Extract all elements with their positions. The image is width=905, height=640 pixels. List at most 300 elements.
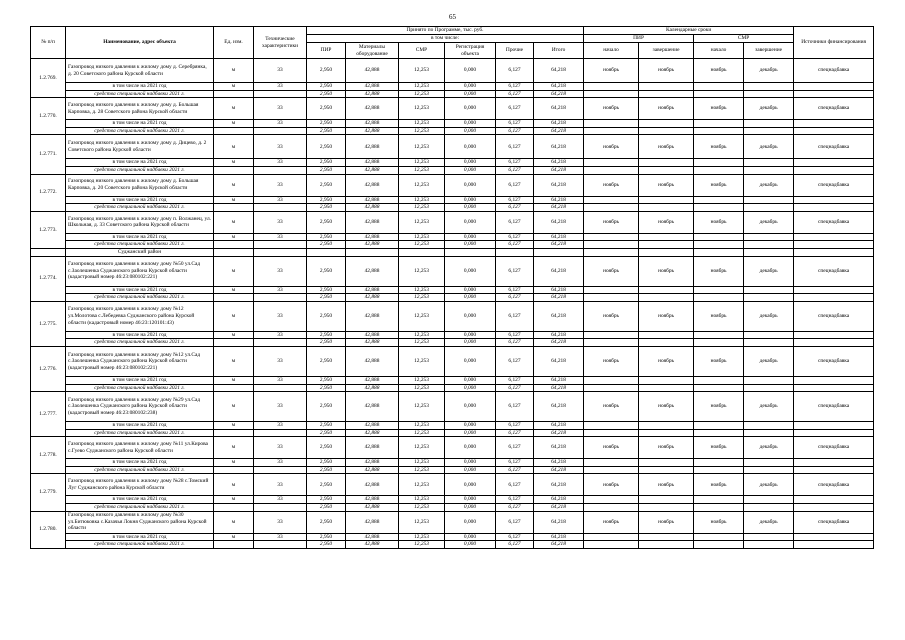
- registration-cell: 0,000: [445, 256, 496, 286]
- empty-cell: [794, 120, 874, 128]
- empty-cell: [744, 504, 794, 512]
- smr-cell: 12,253: [399, 422, 445, 430]
- smr-cell: 12,253: [399, 541, 445, 549]
- special-allowance-row: [31, 127, 874, 135]
- materials-cell: 42,888: [346, 90, 399, 98]
- tech-cell: 33: [254, 256, 307, 286]
- unit-cell: [214, 204, 254, 212]
- col-smr: СМР: [399, 43, 445, 59]
- special-allowance-row: [31, 90, 874, 98]
- special-row-label: средства специальной надбавки 2021 г.: [66, 429, 214, 437]
- smr-cell: 12,253: [399, 204, 445, 212]
- registration-cell: 0,000: [445, 90, 496, 98]
- special-allowance-row: [31, 429, 874, 437]
- empty-cell: [794, 429, 874, 437]
- empty-cell: [744, 90, 794, 98]
- empty-cell: [694, 90, 744, 98]
- total-cell: 64,218: [534, 429, 584, 437]
- funding-cell: спецнадбавка: [794, 474, 874, 496]
- empty-cell: [584, 294, 639, 302]
- other-cell: 6,127: [496, 233, 534, 241]
- object-row: [31, 474, 874, 496]
- col-incl: в том числе:: [307, 35, 584, 43]
- empty-cell: [639, 196, 694, 204]
- object-number: 1.2.773.: [31, 211, 66, 248]
- smr-cell: 12,253: [399, 301, 445, 331]
- materials-cell: 42,888: [346, 339, 399, 347]
- unit-cell: м: [214, 83, 254, 91]
- smr-end-cell: декабрь: [744, 474, 794, 496]
- empty-cell: [584, 459, 639, 467]
- other-cell: 6,127: [496, 120, 534, 128]
- unit-cell: [214, 241, 254, 249]
- pir-end-cell: ноябрь: [639, 346, 694, 376]
- empty-cell: [584, 496, 639, 504]
- registration-cell: 0,000: [445, 392, 496, 422]
- registration-cell: 0,000: [445, 496, 496, 504]
- total-cell: 64,218: [534, 496, 584, 504]
- materials-cell: 42,888: [346, 159, 399, 167]
- pir-cell: 2,950: [307, 241, 346, 249]
- empty-cell: [694, 496, 744, 504]
- empty-cell: [694, 339, 744, 347]
- registration-cell: 0,000: [445, 196, 496, 204]
- funding-cell: спецнадбавка: [794, 392, 874, 422]
- tech-cell: 33: [254, 437, 307, 459]
- unit-cell: [214, 90, 254, 98]
- pir-start-cell: ноябрь: [584, 437, 639, 459]
- total-cell: 64,218: [534, 83, 584, 91]
- empty-cell: [744, 339, 794, 347]
- table-header: [31, 27, 874, 59]
- other-cell: 6,127: [496, 384, 534, 392]
- other-cell: 6,127: [496, 466, 534, 474]
- registration-cell: 0,000: [445, 241, 496, 249]
- pir-cell: 2,950: [307, 392, 346, 422]
- special-row-label: средства специальной надбавки 2021 г.: [66, 466, 214, 474]
- other-cell: 6,127: [496, 135, 534, 159]
- total-cell: 64,218: [534, 233, 584, 241]
- pir-end-cell: ноябрь: [639, 392, 694, 422]
- registration-cell: 0,000: [445, 59, 496, 83]
- empty-cell: [794, 496, 874, 504]
- object-row: [31, 392, 874, 422]
- object-number: 1.2.777.: [31, 392, 66, 437]
- year-2021-row: [31, 331, 874, 339]
- empty-cell: [639, 90, 694, 98]
- funding-cell: спецнадбавка: [794, 174, 874, 196]
- pir-cell: 2,950: [307, 90, 346, 98]
- empty-cell: [794, 466, 874, 474]
- object-row: [31, 98, 874, 120]
- object-name: Газопровод низкого давления к жилому дому д. Дицево, д. 2 Советского района Курской области: [66, 135, 214, 159]
- empty-cell: [694, 166, 744, 174]
- col-cost-group: Принято по Программе, тыс. руб.: [307, 27, 584, 35]
- special-row-label: средства специальной надбавки 2021 г.: [66, 504, 214, 512]
- pir-cell: 2,950: [307, 301, 346, 331]
- empty-cell: [744, 286, 794, 294]
- section-empty-cell: [584, 248, 639, 256]
- object-name: Газопровод низкого давления к жилому дому д. Большая Карповка, д. 28 Советского района Курской области: [66, 98, 214, 120]
- total-cell: 64,218: [534, 541, 584, 549]
- unit-cell: м: [214, 286, 254, 294]
- special-row-label: средства специальной надбавки 2021 г.: [66, 204, 214, 212]
- special-allowance-row: [31, 466, 874, 474]
- smr-start-cell: ноябрь: [694, 98, 744, 120]
- col-smr-end: завершение: [744, 43, 794, 59]
- total-cell: 64,218: [534, 422, 584, 430]
- pir-end-cell: ноябрь: [639, 98, 694, 120]
- materials-cell: 42,888: [346, 286, 399, 294]
- year-row-label: в том числе на 2021 год: [66, 83, 214, 91]
- registration-cell: 0,000: [445, 459, 496, 467]
- smr-cell: 12,253: [399, 59, 445, 83]
- empty-cell: [744, 233, 794, 241]
- tech-cell: [254, 127, 307, 135]
- total-cell: 64,218: [534, 127, 584, 135]
- funding-cell: спецнадбавка: [794, 511, 874, 533]
- special-allowance-row: [31, 294, 874, 302]
- unit-cell: [214, 294, 254, 302]
- pir-end-cell: ноябрь: [639, 437, 694, 459]
- total-cell: 64,218: [534, 474, 584, 496]
- total-cell: 64,218: [534, 339, 584, 347]
- registration-cell: 0,000: [445, 159, 496, 167]
- section-empty-cell: [399, 248, 445, 256]
- materials-cell: 42,888: [346, 174, 399, 196]
- tech-cell: 33: [254, 376, 307, 384]
- smr-start-cell: ноябрь: [694, 174, 744, 196]
- unit-cell: м: [214, 196, 254, 204]
- pir-cell: 2,950: [307, 211, 346, 233]
- smr-cell: 12,253: [399, 120, 445, 128]
- special-row-label: средства специальной надбавки 2021 г.: [66, 384, 214, 392]
- tech-cell: 33: [254, 286, 307, 294]
- smr-cell: 12,253: [399, 384, 445, 392]
- other-cell: 6,127: [496, 437, 534, 459]
- empty-cell: [694, 204, 744, 212]
- tech-cell: 33: [254, 474, 307, 496]
- tech-cell: [254, 504, 307, 512]
- smr-end-cell: декабрь: [744, 98, 794, 120]
- section-empty-cell: [794, 248, 874, 256]
- materials-cell: 42,888: [346, 135, 399, 159]
- materials-cell: 42,888: [346, 59, 399, 83]
- unit-cell: м: [214, 174, 254, 196]
- smr-end-cell: декабрь: [744, 256, 794, 286]
- total-cell: 64,218: [534, 437, 584, 459]
- registration-cell: 0,000: [445, 204, 496, 212]
- tech-cell: [254, 241, 307, 249]
- special-allowance-row: [31, 504, 874, 512]
- registration-cell: 0,000: [445, 474, 496, 496]
- smr-cell: 12,253: [399, 474, 445, 496]
- tech-cell: 33: [254, 496, 307, 504]
- registration-cell: 0,000: [445, 504, 496, 512]
- smr-start-cell: ноябрь: [694, 256, 744, 286]
- special-allowance-row: [31, 241, 874, 249]
- tech-cell: 33: [254, 98, 307, 120]
- smr-cell: 12,253: [399, 211, 445, 233]
- section-empty-cell: [214, 248, 254, 256]
- registration-cell: 0,000: [445, 301, 496, 331]
- registration-cell: 0,000: [445, 384, 496, 392]
- total-cell: 64,218: [534, 511, 584, 533]
- total-cell: 64,218: [534, 331, 584, 339]
- empty-cell: [639, 120, 694, 128]
- special-row-label: средства специальной надбавки 2021 г.: [66, 339, 214, 347]
- empty-cell: [744, 459, 794, 467]
- materials-cell: 42,888: [346, 256, 399, 286]
- unit-cell: [214, 384, 254, 392]
- empty-cell: [744, 83, 794, 91]
- unit-cell: м: [214, 120, 254, 128]
- total-cell: 64,218: [534, 159, 584, 167]
- empty-cell: [794, 166, 874, 174]
- total-cell: 64,218: [534, 459, 584, 467]
- object-row: [31, 211, 874, 233]
- col-pir-start: начало: [584, 43, 639, 59]
- empty-cell: [794, 459, 874, 467]
- unit-cell: м: [214, 533, 254, 541]
- tech-cell: 33: [254, 83, 307, 91]
- total-cell: 64,218: [534, 384, 584, 392]
- tech-cell: 33: [254, 196, 307, 204]
- unit-cell: м: [214, 256, 254, 286]
- empty-cell: [584, 83, 639, 91]
- funding-cell: спецнадбавка: [794, 301, 874, 331]
- object-name: Газопровод низкого давления к жилому дому №29 ул.Сад с.Заолешенка Суджанского района Курской области (кадастровый номер 46:23:080102:238): [66, 392, 214, 422]
- smr-end-cell: декабрь: [744, 135, 794, 159]
- unit-cell: м: [214, 59, 254, 83]
- pir-cell: 2,950: [307, 474, 346, 496]
- materials-cell: 42,888: [346, 466, 399, 474]
- pir-cell: 2,950: [307, 98, 346, 120]
- section-empty-cell: [445, 248, 496, 256]
- unit-cell: м: [214, 422, 254, 430]
- smr-cell: 12,253: [399, 233, 445, 241]
- empty-cell: [794, 83, 874, 91]
- pir-cell: 2,950: [307, 120, 346, 128]
- pir-start-cell: ноябрь: [584, 211, 639, 233]
- empty-cell: [639, 331, 694, 339]
- materials-cell: 42,888: [346, 474, 399, 496]
- object-number: 1.2.769.: [31, 59, 66, 98]
- unit-cell: м: [214, 301, 254, 331]
- other-cell: 6,127: [496, 83, 534, 91]
- other-cell: 6,127: [496, 504, 534, 512]
- special-row-label: средства специальной надбавки 2021 г.: [66, 241, 214, 249]
- object-name: Газопровод низкого давления к жилому дому №28 с.Томский Луг Суджанского района Курской области: [66, 474, 214, 496]
- pir-start-cell: ноябрь: [584, 392, 639, 422]
- empty-cell: [584, 127, 639, 135]
- object-name: Газопровод низкого давления к жилому дому №50 ул.Сад с.Заолешенка Суджанского района Курской области (кадастровый номер 46:23:080102:221): [66, 256, 214, 286]
- empty-cell: [794, 241, 874, 249]
- total-cell: 64,218: [534, 533, 584, 541]
- other-cell: 6,127: [496, 211, 534, 233]
- special-allowance-row: [31, 166, 874, 174]
- empty-cell: [694, 159, 744, 167]
- empty-cell: [694, 376, 744, 384]
- pir-cell: 2,950: [307, 174, 346, 196]
- year-row-label: в том числе на 2021 год: [66, 331, 214, 339]
- tech-cell: 33: [254, 174, 307, 196]
- pir-cell: 2,950: [307, 422, 346, 430]
- object-name: Газопровод низкого давления к жилому дому №30 ул.Битюковка с.Казачья Локня Суджанского района Курской области: [66, 511, 214, 533]
- object-row: [31, 437, 874, 459]
- empty-cell: [694, 127, 744, 135]
- tech-cell: [254, 294, 307, 302]
- col-unit: Ед. изм.: [214, 27, 254, 59]
- col-smr-start: начало: [694, 43, 744, 59]
- section-empty-cell: [534, 248, 584, 256]
- pir-cell: 2,950: [307, 135, 346, 159]
- year-row-label: в том числе на 2021 год: [66, 459, 214, 467]
- pir-start-cell: ноябрь: [584, 474, 639, 496]
- other-cell: 6,127: [496, 541, 534, 549]
- tech-cell: [254, 204, 307, 212]
- special-allowance-row: [31, 541, 874, 549]
- smr-cell: 12,253: [399, 127, 445, 135]
- year-row-label: в том числе на 2021 год: [66, 120, 214, 128]
- pir-end-cell: ноябрь: [639, 59, 694, 83]
- empty-cell: [639, 241, 694, 249]
- year-row-label: в том числе на 2021 год: [66, 233, 214, 241]
- year-row-label: в том числе на 2021 год: [66, 196, 214, 204]
- other-cell: 6,127: [496, 422, 534, 430]
- smr-end-cell: декабрь: [744, 211, 794, 233]
- special-row-label: средства специальной надбавки 2021 г.: [66, 294, 214, 302]
- other-cell: 6,127: [496, 90, 534, 98]
- tech-cell: [254, 90, 307, 98]
- col-terms-pir: ПИР: [584, 35, 694, 43]
- empty-cell: [639, 233, 694, 241]
- object-row: [31, 511, 874, 533]
- pir-cell: 2,950: [307, 127, 346, 135]
- smr-cell: 12,253: [399, 496, 445, 504]
- tech-cell: [254, 166, 307, 174]
- empty-cell: [744, 533, 794, 541]
- registration-cell: 0,000: [445, 437, 496, 459]
- pir-end-cell: ноябрь: [639, 174, 694, 196]
- year-row-label: в том числе на 2021 год: [66, 376, 214, 384]
- object-name: Газопровод низкого давления к жилому дому д. Большая Карповка, д. 20 Советского района Курской области: [66, 174, 214, 196]
- other-cell: 6,127: [496, 196, 534, 204]
- empty-cell: [639, 159, 694, 167]
- total-cell: 64,218: [534, 376, 584, 384]
- empty-cell: [639, 504, 694, 512]
- empty-cell: [744, 422, 794, 430]
- other-cell: 6,127: [496, 301, 534, 331]
- materials-cell: 42,888: [346, 429, 399, 437]
- other-cell: 6,127: [496, 346, 534, 376]
- registration-cell: 0,000: [445, 422, 496, 430]
- materials-cell: 42,888: [346, 541, 399, 549]
- empty-cell: [639, 339, 694, 347]
- smr-cell: 12,253: [399, 256, 445, 286]
- unit-cell: м: [214, 459, 254, 467]
- empty-cell: [794, 159, 874, 167]
- smr-start-cell: ноябрь: [694, 392, 744, 422]
- smr-end-cell: декабрь: [744, 392, 794, 422]
- empty-cell: [584, 166, 639, 174]
- registration-cell: 0,000: [445, 211, 496, 233]
- pir-cell: 2,950: [307, 204, 346, 212]
- unit-cell: [214, 504, 254, 512]
- pir-cell: 2,950: [307, 196, 346, 204]
- empty-cell: [694, 504, 744, 512]
- empty-cell: [639, 83, 694, 91]
- total-cell: 64,218: [534, 90, 584, 98]
- smr-start-cell: ноябрь: [694, 301, 744, 331]
- tech-cell: 33: [254, 233, 307, 241]
- other-cell: 6,127: [496, 496, 534, 504]
- unit-cell: м: [214, 135, 254, 159]
- materials-cell: 42,888: [346, 98, 399, 120]
- materials-cell: 42,888: [346, 459, 399, 467]
- pir-cell: 2,950: [307, 59, 346, 83]
- col-name: Наименование, адрес объекта: [66, 27, 214, 59]
- pir-cell: 2,950: [307, 83, 346, 91]
- pir-end-cell: ноябрь: [639, 256, 694, 286]
- pir-start-cell: ноябрь: [584, 301, 639, 331]
- smr-end-cell: декабрь: [744, 346, 794, 376]
- smr-end-cell: декабрь: [744, 174, 794, 196]
- registration-cell: 0,000: [445, 174, 496, 196]
- special-row-label: средства специальной надбавки 2021 г.: [66, 90, 214, 98]
- smr-cell: 12,253: [399, 83, 445, 91]
- materials-cell: 42,888: [346, 331, 399, 339]
- registration-cell: 0,000: [445, 98, 496, 120]
- object-number: 1.2.776.: [31, 346, 66, 391]
- unit-cell: м: [214, 437, 254, 459]
- smr-end-cell: декабрь: [744, 511, 794, 533]
- empty-cell: [744, 204, 794, 212]
- object-row: [31, 256, 874, 286]
- unit-cell: [214, 429, 254, 437]
- materials-cell: 42,888: [346, 211, 399, 233]
- pir-end-cell: ноябрь: [639, 474, 694, 496]
- empty-cell: [744, 331, 794, 339]
- other-cell: 6,127: [496, 256, 534, 286]
- materials-cell: 42,888: [346, 166, 399, 174]
- empty-cell: [794, 533, 874, 541]
- smr-end-cell: декабрь: [744, 301, 794, 331]
- empty-cell: [639, 541, 694, 549]
- object-row: [31, 346, 874, 376]
- empty-cell: [794, 286, 874, 294]
- pir-cell: 2,950: [307, 233, 346, 241]
- section-empty-cell: [694, 248, 744, 256]
- object-number: 1.2.772.: [31, 174, 66, 211]
- col-pir: ПИР: [307, 43, 346, 59]
- pir-cell: 2,950: [307, 256, 346, 286]
- empty-cell: [794, 127, 874, 135]
- object-name: Газопровод низкого давления к жилому дому №12 ул.Сад с.Заолешенка Суджанского района Курской области (кадастровый номер 46:23:080102:221): [66, 346, 214, 376]
- other-cell: 6,127: [496, 392, 534, 422]
- total-cell: 64,218: [534, 135, 584, 159]
- smr-cell: 12,253: [399, 459, 445, 467]
- special-allowance-row: [31, 339, 874, 347]
- empty-cell: [794, 541, 874, 549]
- year-2021-row: [31, 120, 874, 128]
- tech-cell: 33: [254, 422, 307, 430]
- empty-cell: [744, 376, 794, 384]
- other-cell: 6,127: [496, 533, 534, 541]
- pir-start-cell: ноябрь: [584, 174, 639, 196]
- registration-cell: 0,000: [445, 83, 496, 91]
- registration-cell: 0,000: [445, 376, 496, 384]
